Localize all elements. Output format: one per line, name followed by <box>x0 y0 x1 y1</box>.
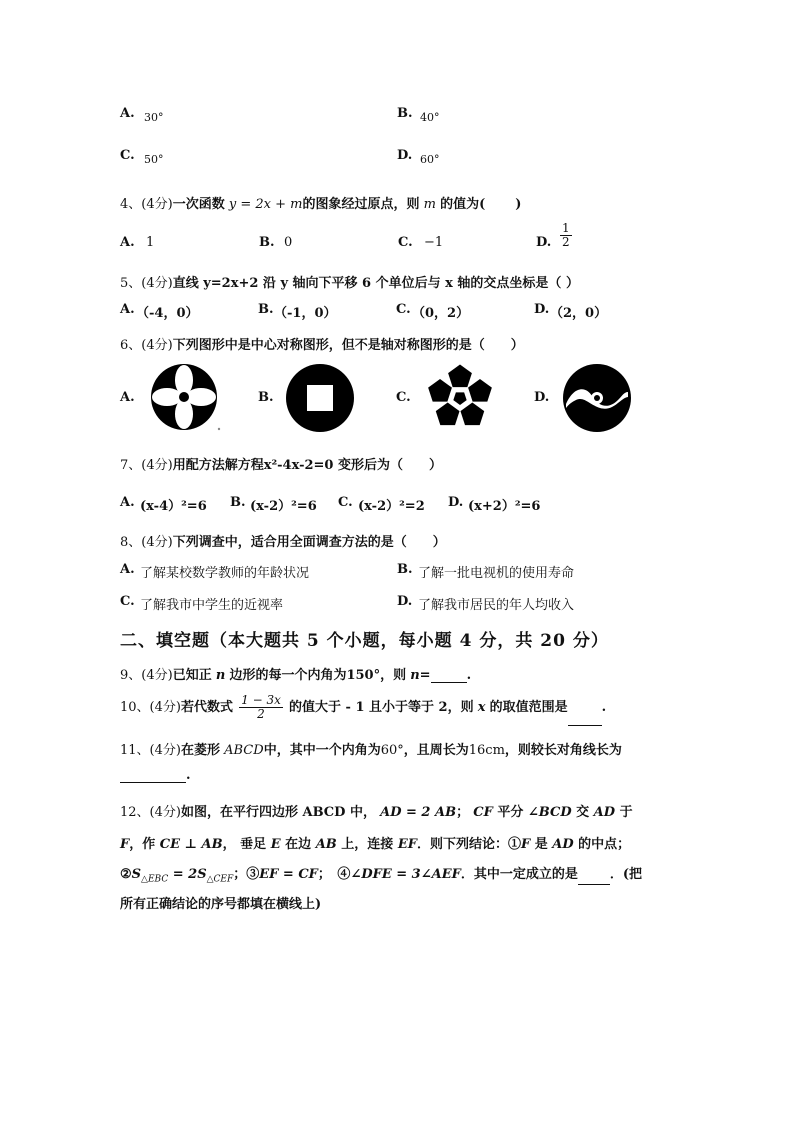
q5-option-c-label: C. <box>396 302 411 317</box>
q9-text-1: 已知正 <box>172 668 212 683</box>
q8-option-d-value: 了解我市居民的年人均收入 <box>418 598 575 613</box>
q8-option-b-label: B. <box>397 562 413 577</box>
q12-l3-7: ； ④ <box>317 867 351 882</box>
q8-option-c-label: C. <box>120 594 135 609</box>
q7-text: 用配方法解方程x²-4x-2=0 变形后为（ ） <box>172 458 442 473</box>
pentagon-shape <box>460 402 484 425</box>
q3-option-b-label: B. <box>397 106 413 121</box>
q12-answer-blank[interactable] <box>578 870 610 885</box>
question-12-line-3 <box>120 863 642 885</box>
q6-figure-a-petal-circle <box>150 364 222 432</box>
q12-l3-6: EF = CF <box>259 867 318 882</box>
q8-option-d-label: D. <box>397 594 413 609</box>
q4-text-3: 的值为( <box>440 197 486 212</box>
q12-l3-2: △EBC <box>141 874 169 885</box>
q9-var: n <box>215 668 226 683</box>
q5-number: 5、(4分) <box>120 276 173 291</box>
q8-text: 下列调查中，适合用全面调查方法的是（ ） <box>172 535 446 550</box>
q3-option-d-label: D. <box>397 148 413 163</box>
q10-text-2: 的值大于 - 1 且小于等于 2，则 <box>289 700 474 715</box>
q4-option-d-denominator: 2 <box>562 234 570 249</box>
question-7-stem <box>120 454 442 473</box>
q6-figure-b-square-hole-coin <box>286 364 354 432</box>
q12-l1-2: ； <box>456 805 470 820</box>
q12-l2-5: 在边 <box>280 837 316 852</box>
q6-figure-c-pentagon-pattern <box>426 364 494 432</box>
q11-answer-blank[interactable] <box>120 768 186 783</box>
q5-option-a-label: A. <box>120 302 135 317</box>
q3-option-b-value: 40° <box>420 111 440 124</box>
q10-fraction <box>239 694 283 720</box>
q9-text-4: . <box>466 668 472 683</box>
q6-text: 下列图形中是中心对称图形，但不是轴对称图形的是（ ） <box>172 338 524 353</box>
q10-text-1: 若代数式 <box>180 700 233 715</box>
q11-text-1: 在菱形 <box>180 743 220 758</box>
q9-text-3: n= <box>410 668 431 683</box>
q3-option-c-value: 50° <box>144 153 164 166</box>
q7-option-c-label: C. <box>338 495 353 510</box>
q12-l3-8: ∠DFE = 3∠AEF <box>350 867 461 882</box>
q11-text-3: ，且周长为 <box>403 743 469 758</box>
q12-l2-9: ．则下列结论：① <box>416 837 521 852</box>
q7-option-d-label: D. <box>448 495 464 510</box>
q6-option-c-label: C. <box>396 390 411 405</box>
q12-l2-3: ， 垂足 <box>222 837 271 852</box>
q12-l3-0: ② <box>120 867 132 882</box>
q7-option-c-value: (x-2）²=2 <box>358 499 425 514</box>
q5-option-b-value: （-1，0） <box>274 306 337 321</box>
q8-option-c-value: 了解我市中学生的近视率 <box>140 598 284 613</box>
q11-abcd: ABCD <box>224 743 264 758</box>
q5-option-b-label: B. <box>258 302 274 317</box>
q12-l2-7: 上，连接 <box>336 837 398 852</box>
q7-option-d-value: (x+2）²=6 <box>468 499 541 514</box>
q4-text-1: 一次函数 <box>172 197 225 212</box>
q11-text-5: . <box>186 768 191 783</box>
q12-l1-7: AD <box>593 805 616 820</box>
q11-length: 16cm <box>468 743 505 758</box>
q4-text-2: 的图象经过原点，则 <box>302 197 420 212</box>
q10-fraction-numerator: 1 − 3x <box>241 693 281 708</box>
q12-l1-6: 交 <box>571 805 594 820</box>
q4-option-d-numerator: 1 <box>562 221 570 235</box>
question-8-stem <box>120 531 446 550</box>
q11-number: 11、(4分) <box>120 743 181 758</box>
q7-number: 7、(4分) <box>120 458 173 473</box>
q3-option-d-value: 60° <box>420 153 440 166</box>
q5-text: 直线 y=2x+2 沿 y 轴向下平移 6 个单位后与 x 轴的交点坐标是（ ） <box>172 276 579 291</box>
q6-figure-d-wave-circle <box>562 364 632 432</box>
q12-l1-4: 平分 <box>492 805 528 820</box>
q10-var: x <box>477 700 486 715</box>
q4-var: m <box>423 197 436 212</box>
q8-number: 8、(4分) <box>120 535 173 550</box>
q4-option-c-label: C. <box>398 235 413 250</box>
q12-l3-9: ．其中一定成立的是 <box>460 867 578 882</box>
q7-option-b-value: (x-2）²=6 <box>250 499 317 514</box>
q12-l3-1: S <box>131 867 142 882</box>
pentagon-shape <box>448 365 472 388</box>
q5-option-d-value: （2，0） <box>550 306 608 321</box>
section-2-heading: 二、填空题（本大题共 5 个小题，每小题 4 分，共 20 分） <box>120 631 609 651</box>
q12-l1-3: CF <box>473 805 493 820</box>
q4-option-b-value: 0 <box>284 235 293 250</box>
q4-number: 4、(4分) <box>120 197 173 212</box>
question-9 <box>120 664 471 683</box>
q3-option-a-label: A. <box>120 106 135 121</box>
q3-option-a-value: 30° <box>144 111 164 124</box>
question-6-stem <box>120 334 524 353</box>
q10-text-4: . <box>601 700 607 715</box>
q12-l2-1: ，作 <box>129 837 160 852</box>
q12-l2-6: AB <box>315 837 337 852</box>
q9-number: 9、(4分) <box>120 668 173 683</box>
pentagon-shape <box>468 379 492 402</box>
q12-l3-3: = 2S <box>168 867 207 882</box>
q12-l1-1: AD = 2 AB <box>380 805 457 820</box>
q11-angle: 60° <box>380 743 404 758</box>
q4-formula: y = 2x + m <box>228 197 303 212</box>
q8-option-b-value: 了解一批电视机的使用寿命 <box>418 566 575 581</box>
pentagon-shape <box>436 402 460 425</box>
q9-text-2: 边形的每一个内角为150°，则 <box>229 668 407 683</box>
q4-option-d-label: D. <box>536 235 552 250</box>
q3-option-c-label: C. <box>120 148 135 163</box>
q6-option-a-label: A. <box>120 390 135 405</box>
question-10 <box>120 690 606 726</box>
q12-l3-10: ．(把 <box>609 867 643 882</box>
q12-l3-4: △CEF <box>206 874 234 885</box>
q12-l2-4: E <box>270 837 281 852</box>
q12-l3-5: ；③ <box>233 867 260 882</box>
q4-option-a-value: 1 <box>146 235 155 250</box>
q8-option-a-value: 了解某校数学教师的年龄状况 <box>140 566 310 581</box>
q10-text-3: 的取值范围是 <box>489 700 568 715</box>
q5-option-d-label: D. <box>534 302 550 317</box>
q5-option-c-value: （0，2） <box>412 306 470 321</box>
q11-text-4: ，则较长对角线长为 <box>504 743 622 758</box>
pentagon-shape <box>428 379 452 402</box>
q7-option-b-label: B. <box>230 495 246 510</box>
q5-option-a-value: （-4，0） <box>136 306 199 321</box>
q7-option-a-label: A. <box>120 495 135 510</box>
q4-text-4: ) <box>515 197 522 212</box>
q11-text-2: 中，其中一个内角为 <box>263 743 381 758</box>
q4-option-d-fraction <box>560 222 572 248</box>
q10-answer-blank[interactable] <box>568 703 602 726</box>
q4-option-b-label: B. <box>259 235 275 250</box>
question-12-line-2 <box>120 833 630 852</box>
q7-option-a-value: (x-4）²=6 <box>140 499 207 514</box>
question-11-line-1 <box>120 739 622 758</box>
q12-l1-8: 于 <box>615 805 633 820</box>
q12-l2-13: 的中点； <box>573 837 631 852</box>
q12-l2-11: 是 <box>530 837 553 852</box>
q12-l1-5: ∠BCD <box>527 805 572 820</box>
q12-l2-12: AD <box>552 837 574 852</box>
q12-l2-0: F <box>120 837 130 852</box>
q12-number: 12、(4分) <box>120 805 181 820</box>
question-12-line-4: 所有正确结论的序号都填在横线上) <box>120 897 322 912</box>
q12-l2-2: CE ⊥ AB <box>159 837 223 852</box>
q4-option-a-label: A. <box>120 235 135 250</box>
q9-answer-blank[interactable] <box>431 668 467 683</box>
question-5-stem <box>120 272 579 291</box>
question-12-line-1 <box>120 801 633 820</box>
q6-number: 6、(4分) <box>120 338 173 353</box>
q6-option-b-label: B. <box>258 390 274 405</box>
q6-option-d-label: D. <box>534 390 550 405</box>
q10-number: 10、(4分) <box>120 700 181 715</box>
question-11-line-2 <box>120 768 191 783</box>
q4-option-c-value: −1 <box>424 235 444 250</box>
q12-l2-10: F <box>520 837 531 852</box>
pentagon-shape <box>453 392 466 405</box>
q10-fraction-denominator: 2 <box>257 707 265 721</box>
q12-l2-8: EF <box>397 837 417 852</box>
question-4-stem <box>120 193 521 212</box>
q8-option-a-label: A. <box>120 562 135 577</box>
q12-l1-0: 如图，在平行四边形 ABCD 中， <box>180 805 376 820</box>
